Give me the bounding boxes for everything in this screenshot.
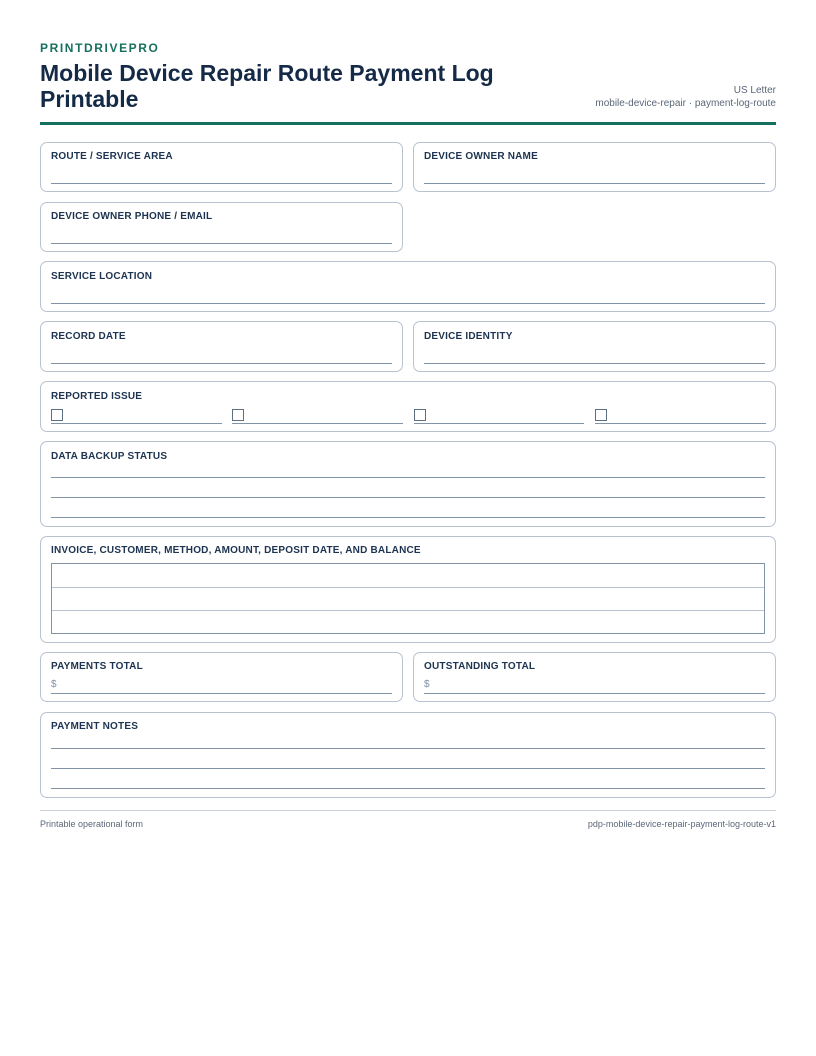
payments-total-currency: $ [51,679,57,690]
payment-notes-label: PAYMENT NOTES [51,721,139,732]
issue-checkbox-1[interactable] [51,409,63,421]
payments-table[interactable] [51,563,765,634]
payments-table-divider-2 [52,610,764,611]
issue-option-line-3[interactable] [414,423,584,424]
page-title: Mobile Device Repair Route Payment Log Printable [40,60,494,112]
payments-total-input-line[interactable] [51,693,392,694]
footer-divider [40,810,776,811]
payment-notes-line-3[interactable] [51,788,765,789]
data-backup-field [40,441,776,527]
payments-table-label: INVOICE, CUSTOMER, METHOD, AMOUNT, DEPOSIT DATE, AND BALANCE [51,545,421,556]
owner-contact-field [40,202,403,252]
outstanding-total-input-line[interactable] [424,693,765,694]
data-backup-line-2[interactable] [51,497,765,498]
record-date-field [40,321,403,372]
service-location-label: SERVICE LOCATION [51,271,153,282]
payment-notes-field [40,712,776,798]
reported-issue-field [40,381,776,432]
payment-notes-line-1[interactable] [51,748,765,749]
device-identity-field [413,321,776,372]
device-identity-label: DEVICE IDENTITY [424,331,513,342]
reported-issue-label: REPORTED ISSUE [51,391,143,402]
issue-option-line-1[interactable] [51,423,222,424]
issue-option-line-2[interactable] [232,423,403,424]
payment-notes-line-2[interactable] [51,768,765,769]
service-location-input-line[interactable] [51,303,765,304]
data-backup-label: DATA BACKUP STATUS [51,451,168,462]
outstanding-total-currency: $ [424,679,430,690]
issue-option-4 [595,408,766,424]
form-id: pdp-mobile-device-repair-payment-log-route-v1 [587,819,776,829]
route-input-line[interactable] [51,183,392,184]
owner-name-input-line[interactable] [424,183,765,184]
page-meta [595,84,776,110]
issue-checkbox-4[interactable] [595,409,607,421]
owner-name-field [413,142,776,192]
issue-checkbox-3[interactable] [414,409,426,421]
form-slug: mobile-device-repair · payment-log-route [595,98,776,109]
payments-total-label: PAYMENTS TOTAL [51,661,143,672]
payments-table-field [40,536,776,643]
record-date-label: RECORD DATE [51,331,126,342]
device-identity-input-line[interactable] [424,363,765,364]
brand-name: PRINTDRIVEPRO [40,41,160,55]
owner-contact-label: DEVICE OWNER PHONE / EMAIL [51,211,213,222]
footer-caption: Printable operational form [40,819,144,829]
owner-contact-input-line[interactable] [51,243,392,244]
issue-option-2 [232,408,403,424]
outstanding-total-label: OUTSTANDING TOTAL [424,661,536,672]
route-label: ROUTE / SERVICE AREA [51,151,173,162]
data-backup-line-1[interactable] [51,477,765,478]
data-backup-line-3[interactable] [51,517,765,518]
issue-option-1 [51,408,222,424]
outstanding-total-field [413,652,776,702]
record-date-input-line[interactable] [51,363,392,364]
header-divider [40,122,776,125]
route-field [40,142,403,192]
payments-table-divider-1 [52,587,764,588]
issue-option-3 [414,408,584,424]
issue-option-line-4[interactable] [595,423,766,424]
service-location-field [40,261,776,312]
owner-name-label: DEVICE OWNER NAME [424,151,538,162]
payments-total-field [40,652,403,702]
paper-size: US Letter [733,85,776,96]
issue-checkbox-2[interactable] [232,409,244,421]
